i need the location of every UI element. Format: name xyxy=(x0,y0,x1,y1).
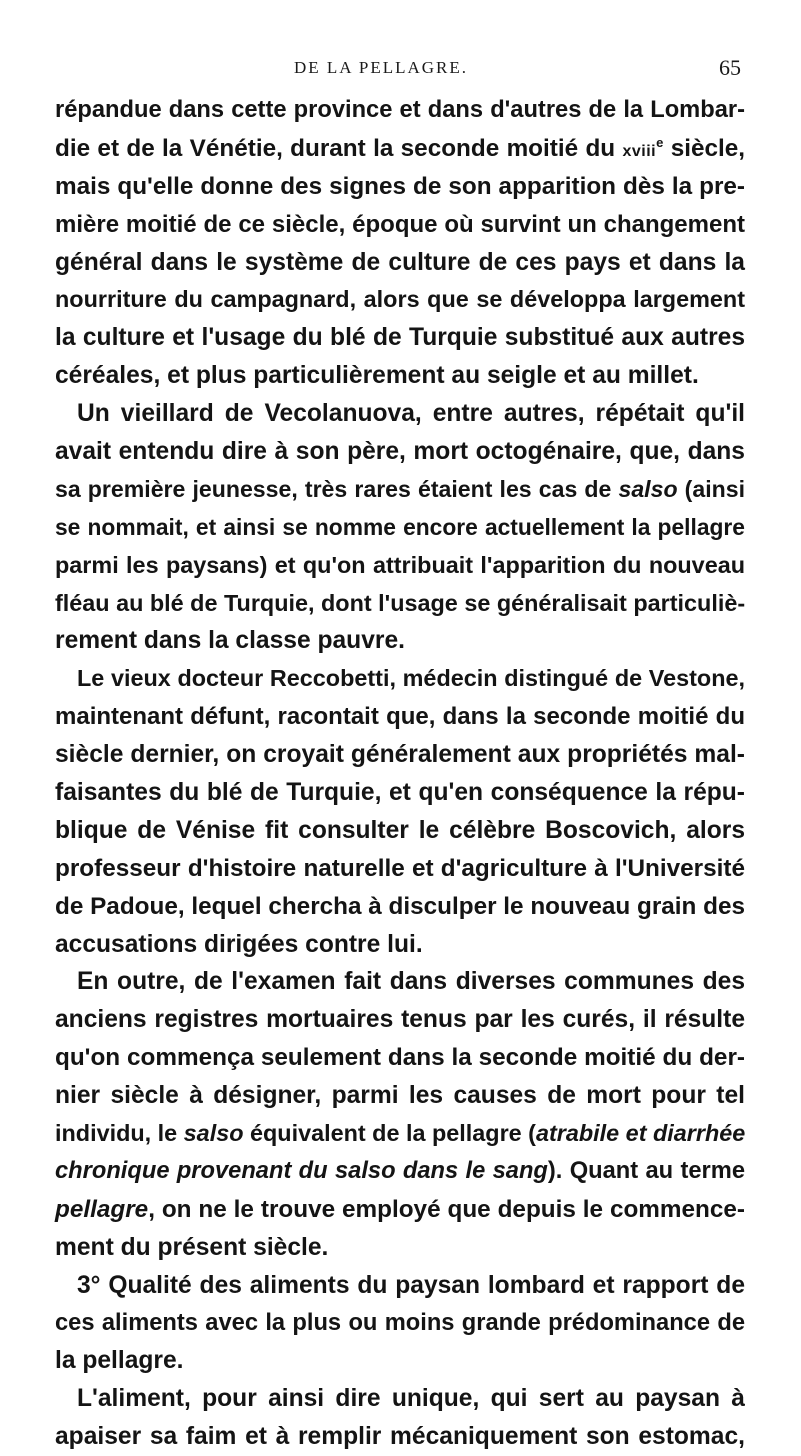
text-run: die et de la Vénétie, durant la seconde moitié du xyxy=(55,134,623,162)
superscript: e xyxy=(656,134,664,150)
text-line: apaiser sa faim et à remplir mécaniquement son estomac, xyxy=(55,1423,745,1451)
text-line: L'aliment, pour ainsi dire unique, qui sert au paysan à xyxy=(77,1385,745,1413)
text-line: blique de Vénise fit consulter le célèbre Boscovich, alors xyxy=(55,816,745,844)
italic-term: salso xyxy=(183,1120,244,1147)
text-line: avait entendu dire à son père, mort octogénaire, que, dans xyxy=(55,438,745,466)
text-line: professeur d'histoire naturelle et d'agriculture à l'Université xyxy=(55,854,745,882)
text-line xyxy=(55,471,745,509)
text-line xyxy=(55,1153,745,1191)
text-run: siècle, xyxy=(663,134,745,162)
text-run: ). Quant au terme xyxy=(547,1157,745,1184)
text-line: maintenant défunt, racontait que, dans la seconde moitié du xyxy=(55,703,745,731)
text-line: Un vieillard de Vecolanuova, entre autres, répétait qu'il xyxy=(77,400,745,428)
text-run: individu, le xyxy=(55,1120,184,1147)
text-line xyxy=(55,1191,745,1229)
running-head-title: DE LA PELLAGRE. xyxy=(294,58,469,77)
text-run: sa première jeunesse, très rares étaient les cas de xyxy=(55,475,619,502)
section-heading-line: 3° Qualité des aliments du paysan lombard et rapport de xyxy=(77,1271,745,1299)
text-line: En outre, de l'examen fait dans diverses communes des xyxy=(77,968,745,996)
text-line: ces aliments avec la plus ou moins grande prédominance de xyxy=(55,1309,745,1336)
text-run: équivalent de la pellagre ( xyxy=(243,1120,536,1147)
text-line: de Padoue, lequel chercha à disculper le nouveau grain des xyxy=(55,892,745,920)
text-line: parmi les paysans) et qu'on attribuait l'apparition du nouveau xyxy=(55,551,745,578)
text-line xyxy=(55,1115,745,1153)
text-line: nourriture du campagnard, alors que se développa largement xyxy=(55,286,745,313)
text-line: la culture et l'usage du blé de Turquie substitué aux autres xyxy=(55,324,745,352)
text-line: nier siècle à désigner, parmi les causes de mort pour tel xyxy=(55,1082,745,1110)
text-line: répandue dans cette province et dans d'autres de la Lombar- xyxy=(55,97,745,123)
text-line: faisantes du blé de Turquie, et qu'en conséquence la répu- xyxy=(55,779,745,807)
century-numeral: xviii xyxy=(622,142,657,160)
text-line: la pellagre. xyxy=(55,1347,184,1375)
text-line: général dans le système de culture de ces pays et dans la xyxy=(55,248,745,276)
body-text xyxy=(55,92,745,1456)
running-head xyxy=(0,55,801,82)
text-line: anciens registres mortuaires tenus par les curés, il résulte xyxy=(55,1006,745,1034)
text-line: céréales, et plus particulièrement au seigle et au millet. xyxy=(55,362,699,390)
italic-term: pellagre xyxy=(55,1195,149,1223)
italic-term: chronique provenant du salso dans le sang xyxy=(55,1157,548,1184)
text-line: fléau au blé de Turquie, dont l'usage se généralisait particuliè- xyxy=(55,589,746,616)
text-line: qu'on commença seulement dans la seconde moitié du der- xyxy=(55,1044,745,1072)
text-run: (ainsi xyxy=(677,475,746,502)
text-run: , on ne le trouve employé que depuis le commence- xyxy=(148,1195,745,1223)
italic-term: salso xyxy=(618,475,678,502)
text-line: siècle dernier, on croyait généralement aux propriétés mal- xyxy=(55,741,745,769)
italic-term: atrabile et diarrhée xyxy=(535,1120,746,1147)
page-number: 65 xyxy=(719,55,741,80)
text-line: se nommait, et ainsi se nomme encore actuellement la pellagre xyxy=(55,513,745,540)
text-line: mais qu'elle donne des signes de son apparition dès la pre- xyxy=(55,172,745,200)
text-line xyxy=(55,130,745,168)
text-line: Le vieux docteur Reccobetti, médecin distingué de Vestone, xyxy=(77,665,745,692)
text-line: mière moitié de ce siècle, époque où survint un changement xyxy=(55,210,745,238)
text-line: rement dans la classe pauvre. xyxy=(55,627,405,655)
text-line: accusations dirigées contre lui. xyxy=(55,930,423,958)
text-line: ment du présent siècle. xyxy=(55,1233,329,1261)
